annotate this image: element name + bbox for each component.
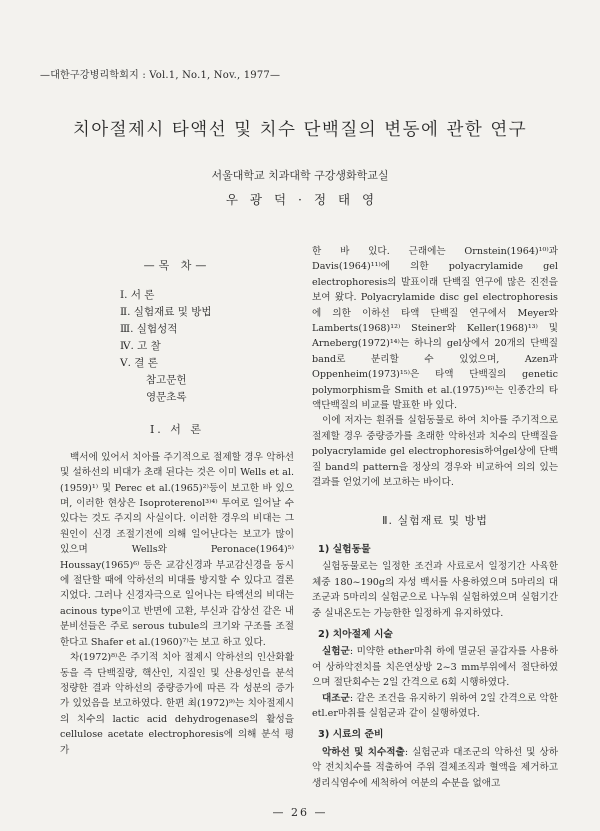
toc-item: Ⅰ. 서 론	[120, 289, 155, 302]
journal-header: —대한구강병리학회지 : Vol.1, No.1, Nov., 1977—	[40, 70, 281, 81]
body-paragraph: 이에 저자는 흰쥐를 실험동물로 하여 치아를 주기적으로 절제할 경우 중량증가를 초래한 악하선과 치수의 단백질을 polyacrylamide gel electrophoresis하여gel상에 단백질 band의 pattern을 정상의 경우와 비교하여 의의 있는 결과를 얻었기에 보고하는 바이다.	[312, 415, 558, 489]
toc-title: —목 차—	[143, 259, 211, 272]
group-label: 악하선 및 치수적출	[322, 746, 405, 758]
body-paragraph	[312, 691, 558, 722]
authors: 우 광 덕 · 정 태 영	[225, 192, 375, 207]
toc-item: Ⅱ. 실험재료 및 방법	[120, 306, 212, 319]
section-heading-methods: Ⅱ. 실험재료 및 방법	[382, 513, 488, 527]
group-text: : 미약한 ether마취 하에 멸균된 골갑자를 사용하여 상하악전치를 치은연상방 2~3 mm부위에서 절단하였으며 절단회수는 2일 간격으로 6회 시행하였다.	[312, 646, 558, 689]
article-title: 치아절제시 타액선 및 치수 단백질의 변동에 관한 연구	[72, 120, 528, 140]
body-paragraph	[312, 644, 558, 690]
toc-item: Ⅴ. 결 론	[120, 357, 158, 370]
right-column	[312, 244, 558, 791]
toc-item: 영문초록	[146, 391, 187, 404]
toc-item: 참고문헌	[146, 374, 187, 387]
body-paragraph: 한 바 있다. 근래에는 Ornstein(1964)¹⁰⁾과 Davis(1964)¹¹⁾에 의한 polyacrylamide gel electrophoresis의 발표이래 단백질 연구에 많은 진전을 보여 왔다. Polyacrylamide disc gel electrophoresis에 의한 이하선 타액 단백질 연구에서 Meyer와 Lamberts(1968)¹²⁾ Steiner와 Keller(1968)¹³⁾ 및 Arneberg(1972)¹⁴⁾는 하나의 gel상에서 20개의 단백질 band로 분리할 수 있었으며, Azen과 Oppenheim(1973)¹⁵⁾은 타액 단백질의 genetic polymorphism을 Smith et al.(1975)¹⁶⁾는 인종간의 타액단백질의 비교를 발표한 바 있다.	[312, 246, 558, 412]
affiliation: 서울대학교 치과대학 구강생화학교실	[211, 169, 389, 182]
group-label: 대조군	[322, 692, 350, 704]
left-column	[60, 248, 294, 758]
section-heading-intro: Ⅰ. 서 론	[149, 423, 205, 437]
subsection-heading: 2) 치아절제 시술	[318, 628, 393, 640]
table-of-contents	[120, 287, 294, 406]
subsection-heading: 3) 시료의 준비	[318, 729, 384, 741]
page-number: — 26 —	[272, 806, 328, 819]
body-paragraph: 백서에 있어서 치아를 주기적으로 절제할 경우 악하선 및 설하선의 비대가 초래 된다는 것은 이미 Wells et al.(1959)¹⁾ 및 Perec et al.(1965)²⁾등이 보고한 바 있으며, 이러한 현상은 Isoproterenol³⁾⁴⁾ 투여로 일어날 수 있다는 것도 주지의 사실이다. 이러한 경우의 비대는 그 원인이 신경 조절기전에 의해 일어난다는 보고가 많이 있으며 Wells와 Peronace(1964)⁵⁾ Houssay(1965)⁶⁾ 등은 교감신경과 부교감신경을 동시에 절단할 때에 악하선의 비대를 방지할 수 있다고 결론지었다. 그러나 신경자극으로 일어나는 타액선의 비대는 acinous type이고 반면에 고환, 부신과 갑상선 같은 내분비선들은 주로 serous tubule의 크기와 구조를 조절한다고 Shafer et al.(1960)⁷⁾는 보고 하고 있다.	[60, 451, 294, 648]
group-text: : 실험군과 대조군의 악하선 및 상하악 전치치수를 적출하여 주위 결체조직과 혈액을 제거하고 생리식염수에 세척하여 여분의 수분을 없애고	[312, 746, 558, 789]
body-paragraph	[312, 745, 558, 791]
body-paragraph: 차(1972)⁸⁾은 주기적 치아 절제시 악하선의 인산화활동을 즉 단백질량, 핵산인, 지질인 및 산용성인을 분석 정량한 결과 악하선의 중량증가에 따른 각 성분의 증가가 있었음을 보고하였다. 한편 최(1972)⁹⁾는 치아절제시의 치수의 lactic acid dehydrogenase의 활성을 cellulose acetate electrophoresis에 의해 분석 평가	[60, 652, 294, 756]
toc-item: Ⅲ. 실험성적	[120, 323, 178, 336]
toc-item: Ⅳ. 고 찰	[120, 340, 161, 353]
group-text: : 같은 조건을 유지하기 위하여 2일 간격으로 악한 etl.er마취를 실험군과 같이 실행하였다.	[312, 692, 558, 719]
subsection-heading: 1) 실험동물	[318, 543, 371, 555]
body-paragraph: 실험동물로는 일정한 조건과 사료로서 일정기간 사육한 체중 180~190g의 자성 백서를 사용하였으며 5마리의 대조군과 5마리의 실험군으로 나누워 실험하였으며 실험기간중 실내온도는 가능한한 일정하게 유지하였다.	[312, 561, 558, 619]
group-label: 실험군	[322, 646, 350, 658]
